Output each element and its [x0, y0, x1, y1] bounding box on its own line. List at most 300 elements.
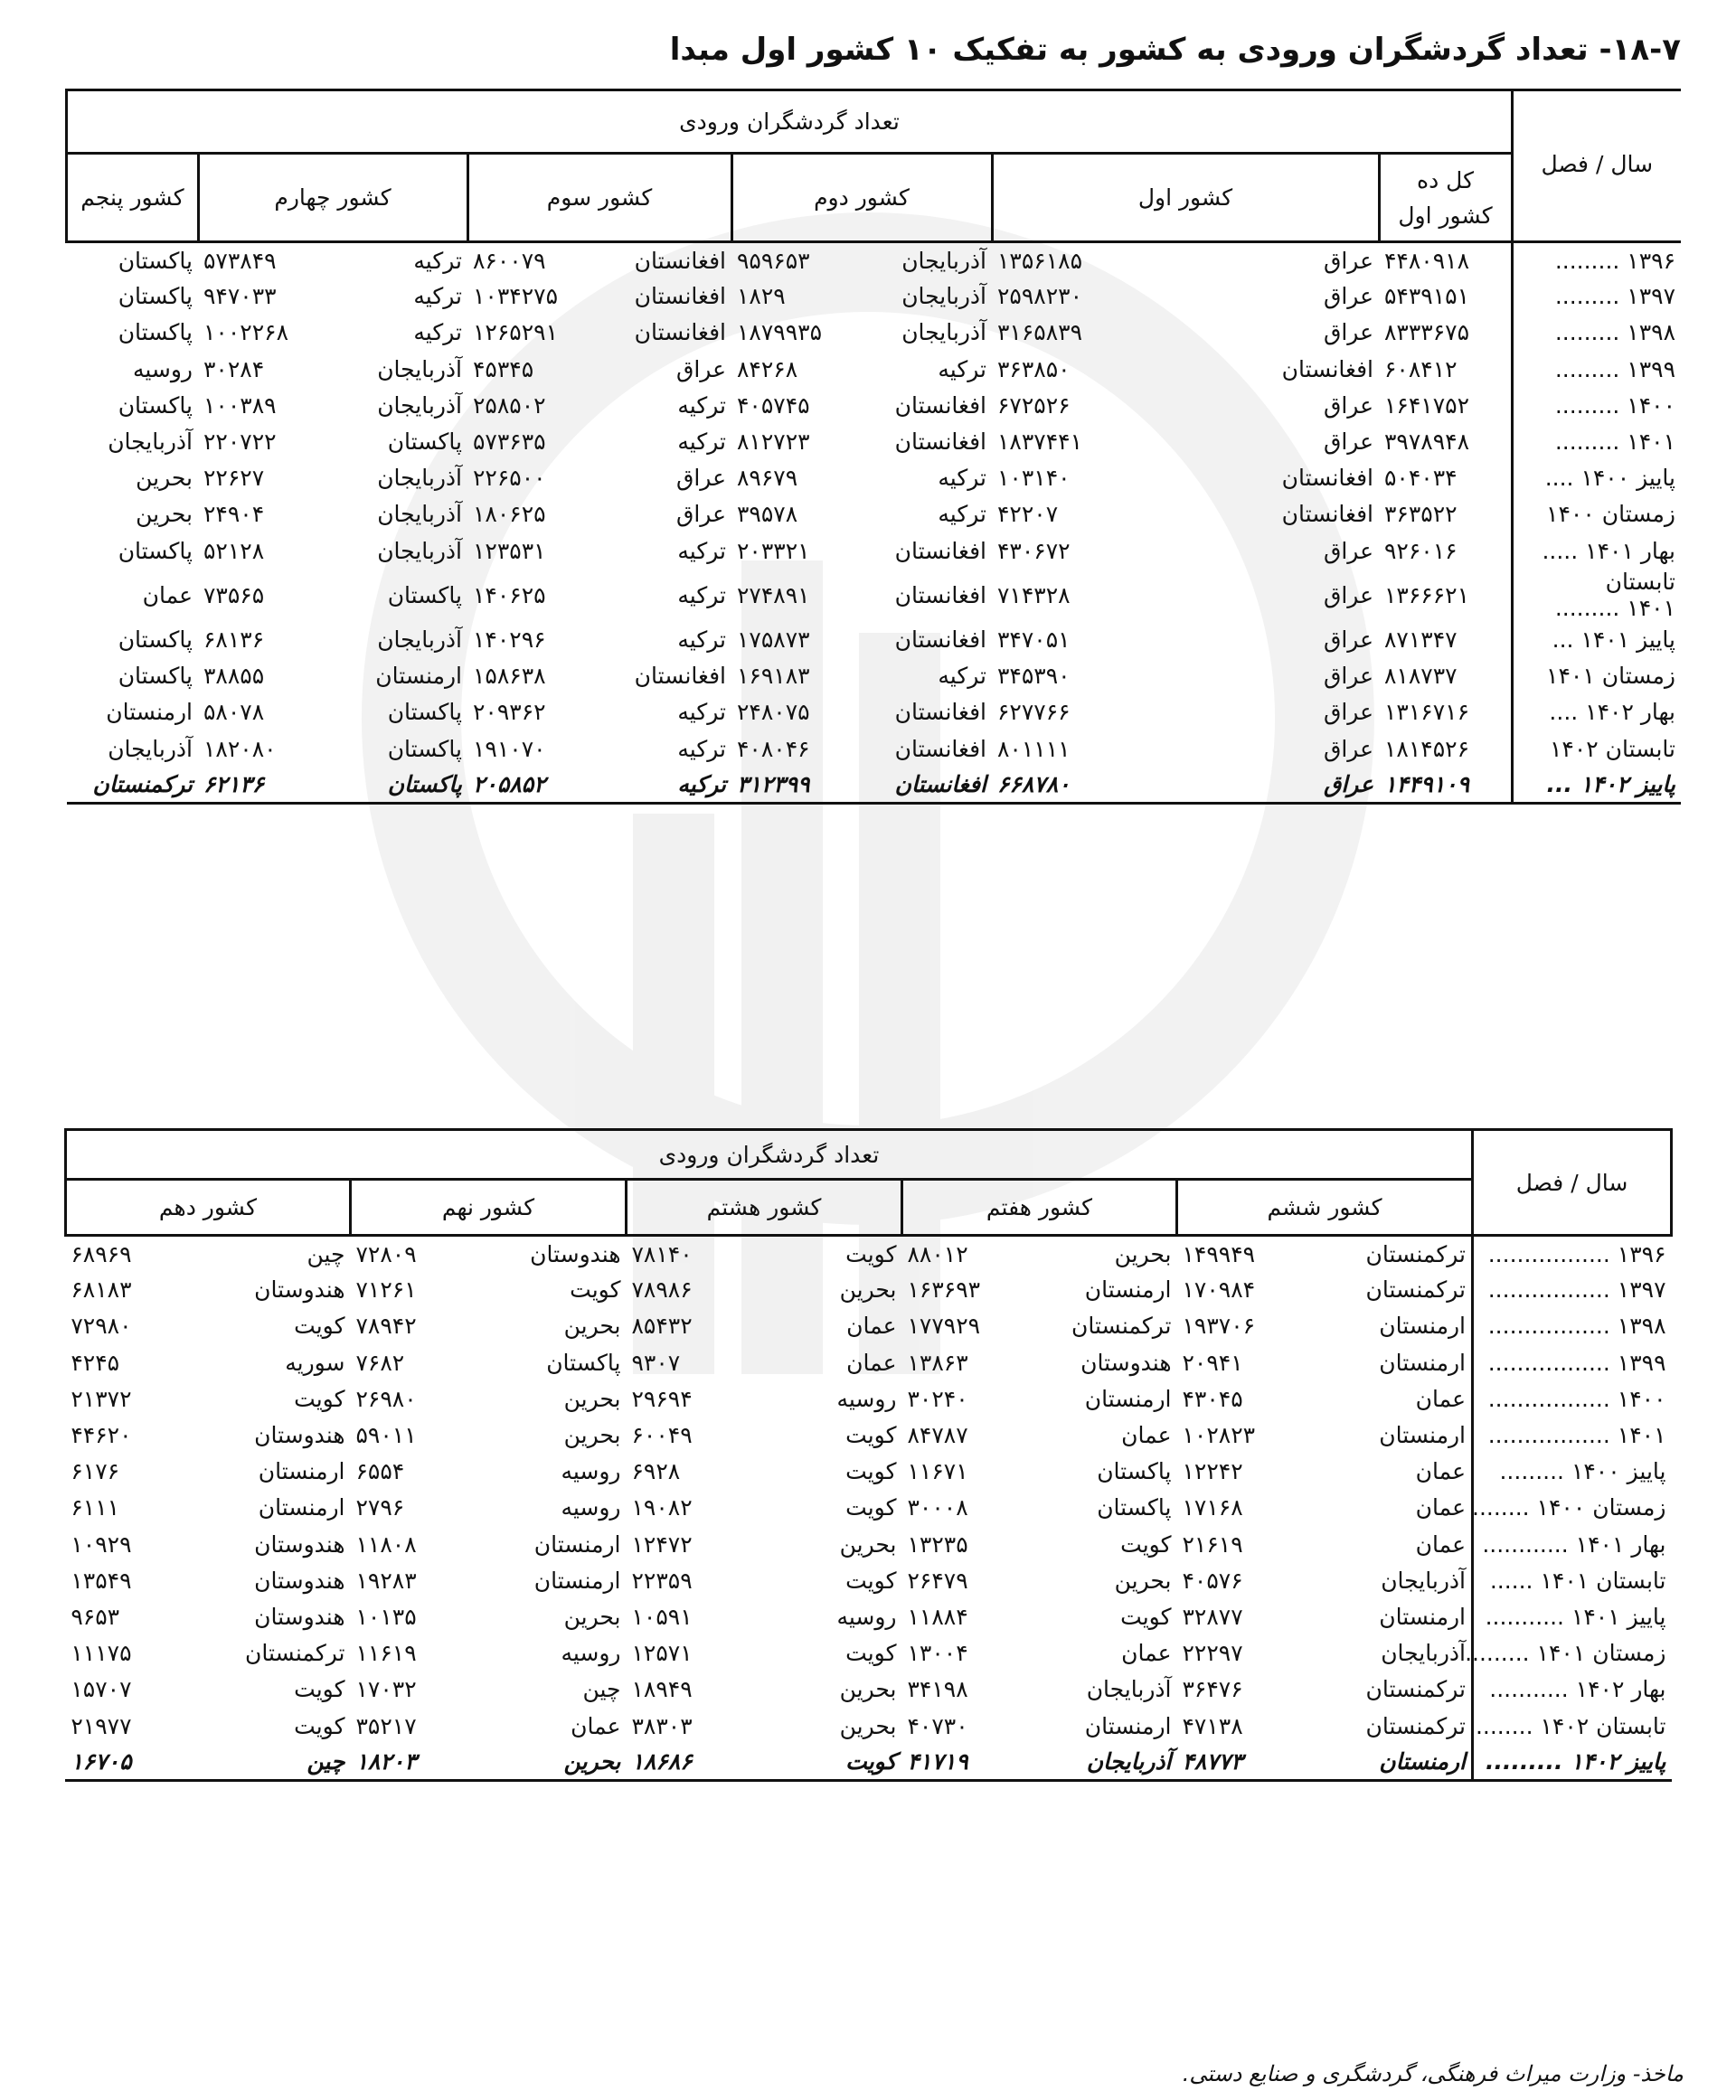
country-name: آذربایجان [377, 626, 462, 653]
country-value: ۴۰۵۷۴۵ [737, 391, 810, 419]
country-name: ارمنستان [1084, 1385, 1172, 1412]
country-name: ارمنستان [258, 1458, 345, 1485]
country-name: بحرین [136, 501, 193, 528]
country-value: ۲۹۶۹۴ [631, 1385, 693, 1412]
country-value: ۱۸۶۸۶ [627, 1744, 762, 1780]
page-title: ۱۸-۷- تعداد گردشگران ورودی به کشور به تفکیک ۱۰ کشور اول مبدا [669, 32, 1681, 68]
country-name: هندوستان [254, 1567, 345, 1594]
country-value: ۱۸۲۰۳ [351, 1744, 486, 1780]
country-name: ارمنستان [1315, 1308, 1473, 1344]
table-row [65, 1708, 1671, 1744]
country-value: ۶۱۱۱ [71, 1494, 120, 1521]
country-name: عراق [1118, 767, 1379, 803]
table-row [65, 1236, 1671, 1272]
country-name: عمان [1121, 1422, 1172, 1449]
country-name: ارمنستان [1084, 1712, 1172, 1739]
country-value: ۷۲۸۰۹ [355, 1240, 417, 1267]
country-name: آذربایجان [901, 319, 986, 346]
total-value: ۹۲۶۰۱۶ [1379, 532, 1512, 569]
country-name: کویت [845, 1458, 897, 1485]
country-value: ۱۴۹۹۴۹ [1182, 1240, 1256, 1267]
country-value: ۱۲۳۵۳۱ [473, 537, 546, 564]
country-value: ۱۳۸۶۳ [907, 1349, 968, 1376]
year-label: بهار ۱۴۰۲ ........... [1489, 1676, 1666, 1703]
country-name: آذربایجان [377, 465, 462, 492]
year-cell [1473, 1380, 1672, 1417]
country-name: ارمنستان [106, 699, 193, 726]
country-name: عمان [1315, 1454, 1473, 1490]
year-header: سال / فصل [1512, 90, 1681, 242]
country-value: ۱۹۲۸۳ [355, 1567, 417, 1594]
country-value: ۳۸۳۰۳ [631, 1712, 693, 1739]
total-value: ۸۳۳۳۶۷۵ [1379, 315, 1512, 351]
country-name: ارمنستان [533, 1530, 621, 1558]
country-name: ارمنستان [258, 1494, 345, 1521]
country-header: کشور هشتم [627, 1180, 902, 1236]
country-name: آذربایجان [377, 537, 462, 564]
country-name: بحرین [563, 1422, 621, 1449]
country-name: پاکستان [387, 699, 462, 726]
year-cell [1512, 423, 1681, 459]
total-value: ۱۳۱۶۷۱۶ [1379, 694, 1512, 730]
total-value: ۸۱۸۷۳۷ [1379, 658, 1512, 694]
year-cell [1473, 1562, 1672, 1598]
group-header: تعداد گردشگران ورودی [67, 90, 1512, 154]
country-value: ۲۰۵۸۵۲ [467, 767, 599, 803]
country-name: پاکستان [1097, 1494, 1172, 1521]
country-name: افغانستان [894, 581, 986, 608]
country-name: ترکمنستان [1071, 1313, 1172, 1340]
country-name: بحرین [563, 1385, 621, 1412]
country-name: ترکیه [938, 465, 986, 492]
country-value: ۱۷۰۹۸۴ [1182, 1276, 1256, 1304]
country-value: ۲۵۸۵۰۲ [473, 391, 546, 419]
country-name: ترکیه [938, 501, 986, 528]
country-value: ۴۱۷۱۹ [902, 1744, 1038, 1780]
year-cell [1473, 1672, 1672, 1708]
country-value: ۳۶۴۷۶ [1182, 1676, 1243, 1703]
country-name: ارمنستان [1084, 1276, 1172, 1304]
country-name: بحرین [839, 1276, 897, 1304]
country-name: کویت [570, 1276, 621, 1304]
country-name: آذربایجان [1315, 1562, 1473, 1598]
country-name: ترکمنستان [245, 1640, 345, 1667]
country-value: ۵۷۳۸۴۹ [203, 247, 277, 274]
year-cell [1512, 658, 1681, 694]
country-name: عراق [675, 465, 726, 492]
total-value: ۳۹۷۸۹۴۸ [1379, 423, 1512, 459]
country-name: عراق [1323, 319, 1373, 346]
year-cell [1473, 1744, 1672, 1780]
year-label: ۱۴۰۰ ................. [1487, 1385, 1666, 1412]
country-name: عراق [1323, 626, 1373, 653]
country-value: ۵۲۱۲۸ [203, 537, 265, 564]
country-name: پاکستان [118, 663, 193, 690]
country-name: سوریه [285, 1349, 345, 1376]
year-label: ۱۴۰۱ ................. [1487, 1422, 1666, 1449]
country-name: روسیه [561, 1458, 621, 1485]
country-name: بحرین [839, 1530, 897, 1558]
country-value: ۲۴۸۰۷۵ [737, 699, 810, 726]
country-value: ۶۸۹۶۹ [71, 1240, 132, 1267]
country-value: ۹۴۷۰۳۳ [203, 283, 277, 310]
source-note: ماخذ- وزارت میراث فرهنگی، گردشگری و صنایع دستی. [1182, 2061, 1684, 2086]
country-value: ۷۶۸۲ [355, 1349, 405, 1376]
year-cell [1512, 730, 1681, 767]
country-name: پاکستان [1097, 1458, 1172, 1485]
country-value: ۱۰۵۹۱ [631, 1603, 693, 1630]
table-row [65, 1344, 1671, 1380]
table-row [67, 730, 1681, 767]
table-row [67, 767, 1681, 803]
year-label: بهار ۱۴۰۲ .... [1549, 699, 1675, 726]
country-value: ۱۲۴۷۲ [631, 1530, 693, 1558]
country-name: پاکستان [118, 283, 193, 310]
country-name: پاکستان [118, 319, 193, 346]
country-name: آذربایجان [108, 428, 193, 456]
year-label: بهار ۱۴۰۱ ............ [1482, 1530, 1666, 1558]
country-header: کشور نهم [351, 1180, 627, 1236]
country-value: ۹۵۹۶۵۳ [737, 247, 810, 274]
country-value: ۷۸۱۴۰ [631, 1240, 693, 1267]
total-value: ۵۴۳۹۱۵۱ [1379, 278, 1512, 315]
country-name: افغانستان [894, 391, 986, 419]
country-name: آذربایجان [1086, 1676, 1172, 1703]
year-label: زمستان ۱۴۰۰ [1546, 501, 1675, 528]
country-value: ۳۰۲۸۴ [203, 355, 265, 382]
country-name: بحرین [839, 1676, 897, 1703]
total-value: ۴۴۸۰۹۱۸ [1379, 242, 1512, 278]
year-label: زمستان ۱۴۰۰ ........ [1472, 1494, 1666, 1521]
country-name: پاکستان [118, 537, 193, 564]
country-name: عراق [1323, 428, 1373, 456]
year-cell [1465, 1635, 1672, 1672]
total-header [1379, 154, 1512, 242]
country-name: افغانستان [1281, 355, 1373, 382]
table-row [65, 1308, 1671, 1344]
country-name: هندوستان [254, 1530, 345, 1558]
country-name: عمان [1315, 1380, 1473, 1417]
country-value: ۲۲۰۷۲۲ [203, 428, 277, 456]
year-label: زمستان ۱۴۰۱ [1546, 663, 1675, 690]
country-value: ۱۸۳۷۴۴۱ [997, 428, 1082, 456]
country-name: روسیه [561, 1640, 621, 1667]
country-value: ۱۰۹۲۹ [71, 1530, 132, 1558]
country-value: ۷۳۵۶۵ [203, 581, 265, 608]
country-name: ارمنستان [375, 663, 462, 690]
country-header: کشور دهم [65, 1180, 350, 1236]
country-name: روسیه [836, 1385, 897, 1412]
country-name: هندوستان [254, 1276, 345, 1304]
country-value: ۱۷۷۹۲۹ [907, 1313, 981, 1340]
country-name: ترکمنستان [1315, 1708, 1473, 1744]
country-name: کویت [294, 1676, 345, 1703]
year-cell [1473, 1526, 1672, 1562]
country-value: ۱۹۱۰۷۰ [473, 735, 546, 762]
year-label: تابستان ۱۴۰۱ ...... [1489, 1567, 1666, 1594]
country-value: ۳۴۷۰۵۱ [997, 626, 1071, 653]
country-name: هندوستان [530, 1240, 621, 1267]
country-value: ۸۴۲۶۸ [737, 355, 798, 382]
year-label: تابستان ۱۴۰۲ ........ [1475, 1712, 1666, 1739]
group-header: تعداد گردشگران ورودی [65, 1130, 1472, 1180]
year-label: ۱۴۰۰ ......... [1554, 391, 1675, 419]
country-value: ۱۰۳۴۲۷۵ [473, 283, 558, 310]
table-row [65, 1417, 1671, 1453]
country-name: عراق [1323, 283, 1373, 310]
country-name: افغانستان [1281, 501, 1373, 528]
country-name: عمان [846, 1349, 897, 1376]
country-name: کویت [762, 1744, 902, 1780]
year-cell [1473, 1490, 1672, 1526]
country-name: ترکیه [677, 626, 726, 653]
country-value: ۱۶۷۰۵ [65, 1744, 201, 1780]
country-name: روسیه [836, 1603, 897, 1630]
table-row [67, 694, 1681, 730]
country-name: کویت [845, 1494, 897, 1521]
country-value: ۶۸۱۳۶ [203, 626, 265, 653]
country-name: پاکستان [118, 247, 193, 274]
country-name: آذربایجان [377, 391, 462, 419]
country-name: افغانستان [894, 428, 986, 456]
country-value: ۸۶۰۰۷۹ [473, 247, 546, 274]
country-value: ۲۵۹۸۲۳۰ [997, 283, 1082, 310]
country-value: ۹۶۵۳ [71, 1603, 120, 1630]
country-value: ۴۰۷۳۰ [907, 1712, 968, 1739]
year-cell [1512, 460, 1681, 496]
country-name: کویت [294, 1385, 345, 1412]
country-value: ۶۲۷۷۶۶ [997, 699, 1071, 726]
country-value: ۴۳۰۴۵ [1182, 1385, 1243, 1412]
table-row [67, 351, 1681, 387]
country-name: پاکستان [387, 735, 462, 762]
year-label: ۱۳۹۷ ......... [1554, 283, 1675, 310]
country-value: ۲۱۹۷۷ [71, 1712, 132, 1739]
year-cell [1473, 1272, 1672, 1308]
total-value: ۳۶۳۵۲۲ [1379, 496, 1512, 532]
country-value: ۱۱۸۰۸ [355, 1530, 417, 1558]
country-value: ۱۰۰۲۲۶۸ [203, 319, 288, 346]
country-value: ۱۷۰۳۲ [355, 1676, 417, 1703]
country-name: ترکمنستان [1315, 1272, 1473, 1308]
country-value: ۱۳۵۴۹ [71, 1567, 132, 1594]
country-value: ۲۴۹۰۴ [203, 501, 265, 528]
country-name: کویت [845, 1422, 897, 1449]
country-value: ۲۷۴۸۹۱ [737, 581, 810, 608]
year-cell [1512, 694, 1681, 730]
country-name: افغانستان [894, 537, 986, 564]
year-cell [1473, 1454, 1672, 1490]
year-label: ۱۳۹۹ ................. [1487, 1349, 1666, 1376]
country-value: ۴۴۶۲۰ [71, 1422, 132, 1449]
country-value: ۱۰۱۳۵ [355, 1603, 417, 1630]
country-value: ۱۹۳۷۰۶ [1182, 1313, 1256, 1340]
table-row [65, 1272, 1671, 1308]
country-value: ۶۶۸۷۸۰ [992, 767, 1118, 803]
country-value: ۸۵۴۳۲ [631, 1313, 693, 1340]
country-name: عمان [1121, 1640, 1172, 1667]
table-row [67, 658, 1681, 694]
country-value: ۴۲۴۵ [71, 1349, 120, 1376]
country-header: کشور ششم [1177, 1180, 1473, 1236]
country-value: ۱۴۰۲۹۶ [473, 626, 546, 653]
country-value: ۱۶۳۶۹۳ [907, 1276, 981, 1304]
year-label: پاییز ۱۴۰۲ ......... [1486, 1747, 1666, 1775]
country-value: ۱۸۲۹ [737, 283, 786, 310]
country-value: ۵۹۰۱۱ [355, 1422, 417, 1449]
total-value: ۱۸۱۴۵۲۶ [1379, 730, 1512, 767]
country-name: کویت [294, 1712, 345, 1739]
country-header: کشور اول [992, 154, 1379, 242]
country-name: عمان [846, 1313, 897, 1340]
country-name: آذربایجان [1038, 1744, 1177, 1780]
year-cell [1512, 767, 1681, 803]
country-value: ۲۱۶۱۹ [1182, 1530, 1243, 1558]
country-value: ۱۴۰۶۲۵ [473, 581, 546, 608]
country-value: ۲۱۳۷۲ [71, 1385, 132, 1412]
country-name: افغانستان [858, 767, 992, 803]
country-value: ۵۷۳۶۳۵ [473, 428, 546, 456]
year-label: ۱۳۹۷ ................. [1487, 1276, 1666, 1304]
year-label: پاییز ۱۴۰۲ ... [1546, 770, 1675, 797]
country-value: ۲۲۶۲۷ [203, 465, 265, 492]
country-value: ۹۳۰۷ [631, 1349, 681, 1376]
country-value: ۴۸۷۷۳ [1177, 1744, 1315, 1780]
country-name: عراق [1323, 247, 1373, 274]
total-value: ۶۰۸۴۱۲ [1379, 351, 1512, 387]
country-value: ۱۰۰۳۸۹ [203, 391, 277, 419]
country-value: ۱۳۰۰۴ [907, 1640, 968, 1667]
country-name: پاکستان [118, 626, 193, 653]
year-cell [1512, 315, 1681, 351]
table-row [65, 1562, 1671, 1598]
country-value: ۴۵۳۴۵ [473, 355, 534, 382]
country-name: ترکمنستان [1315, 1236, 1473, 1272]
year-cell [1512, 532, 1681, 569]
year-label: پاییز ۱۴۰۰ .... [1544, 465, 1675, 492]
country-value: ۴۰۸۰۴۶ [737, 735, 810, 762]
year-cell [1512, 242, 1681, 278]
country-name: افغانستان [634, 283, 726, 310]
country-name: پاکستان [387, 581, 462, 608]
country-value: ۱۶۹۱۸۳ [737, 663, 810, 690]
country-name: بحرین [563, 1313, 621, 1340]
total-value: ۱۳۶۶۶۲۱ [1379, 569, 1512, 621]
total-value: ۱۶۴۱۷۵۲ [1379, 387, 1512, 423]
table-row [65, 1454, 1671, 1490]
year-label: تابستان [1605, 569, 1675, 596]
country-value: ۱۸۲۰۸۰ [203, 735, 277, 762]
country-name: ارمنستان [533, 1567, 621, 1594]
country-name: ترکیه [677, 699, 726, 726]
country-name: ارمنستان [1315, 1344, 1473, 1380]
year-cell [1512, 569, 1681, 621]
country-name: هندوستان [254, 1603, 345, 1630]
year-cell [1473, 1308, 1672, 1344]
country-name: عراق [1323, 699, 1373, 726]
year-label: ۱۳۹۸ ......... [1554, 319, 1675, 346]
country-value: ۲۲۶۵۰۰ [473, 465, 546, 492]
country-value: ۷۱۴۳۲۸ [997, 581, 1071, 608]
table-row [67, 315, 1681, 351]
table-row [67, 532, 1681, 569]
total-value: ۸۷۱۳۴۷ [1379, 621, 1512, 657]
country-name: ترکیه [677, 391, 726, 419]
country-name: ترکیه [413, 283, 462, 310]
country-value: ۷۸۹۸۶ [631, 1276, 693, 1304]
country-name: بحرین [839, 1712, 897, 1739]
year-cell [1512, 387, 1681, 423]
table-row [67, 569, 1681, 621]
country-value: ۸۸۰۱۲ [907, 1240, 968, 1267]
year-cell [1512, 496, 1681, 532]
country-name: کویت [845, 1567, 897, 1594]
table-row [65, 1380, 1671, 1417]
total-value: ۱۴۴۹۱۰۹ [1379, 767, 1512, 803]
country-value: ۱۳۲۳۵ [907, 1530, 968, 1558]
country-name: عمان [1315, 1490, 1473, 1526]
country-name: عراق [1323, 581, 1373, 608]
year-cell [1473, 1344, 1672, 1380]
country-value: ۴۷۱۳۸ [1182, 1712, 1243, 1739]
table-row [67, 387, 1681, 423]
country-value: ۲۶۴۷۹ [907, 1567, 968, 1594]
year-cell [1512, 351, 1681, 387]
country-value: ۱۷۱۶۸ [1182, 1494, 1243, 1521]
table-row [65, 1598, 1671, 1634]
country-value: ۱۱۸۸۴ [907, 1603, 968, 1630]
table-row [67, 496, 1681, 532]
table-row [65, 1744, 1671, 1780]
country-value: ۲۰۹۳۶۲ [473, 699, 546, 726]
country-name: ترکیه [599, 767, 731, 803]
table-row [67, 621, 1681, 657]
year-label: پاییز ۱۴۰۱ ... [1552, 626, 1675, 653]
country-value: ۴۳۰۶۷۲ [997, 537, 1071, 564]
year-label: ۱۳۹۶ ......... [1554, 247, 1675, 274]
country-name: ترکیه [677, 428, 726, 456]
country-name: عراق [1323, 391, 1373, 419]
country-header: کشور چهارم [198, 154, 467, 242]
country-value: ۱۷۵۸۷۳ [737, 626, 810, 653]
country-name: هندوستان [1080, 1349, 1172, 1376]
country-value: ۶۲۱۳۶ [198, 767, 336, 803]
country-value: ۳۹۵۷۸ [737, 501, 798, 528]
country-name: ارمنستان [1315, 1744, 1473, 1780]
country-name: ترکیه [413, 319, 462, 346]
country-name: روسیه [561, 1494, 621, 1521]
year-cell [1512, 278, 1681, 315]
country-name: آذربایجان [901, 283, 986, 310]
country-name: ترکیه [413, 247, 462, 274]
country-value: ۳۱۲۳۹۹ [731, 767, 858, 803]
country-value: ۲۰۹۴۱ [1182, 1349, 1243, 1376]
country-name: عراق [675, 355, 726, 382]
country-name: ترکیه [938, 663, 986, 690]
country-value: ۳۴۱۹۸ [907, 1676, 968, 1703]
country-name: آذربایجان [1315, 1635, 1473, 1672]
country-value: ۱۹۰۸۲ [631, 1494, 693, 1521]
country-value: ۲۲۲۹۷ [1182, 1640, 1243, 1667]
country-header: کشور پنجم [67, 154, 198, 242]
country-name: آذربایجان [901, 247, 986, 274]
country-value: ۱۲۶۵۲۹۱ [473, 319, 558, 346]
country-value: ۳۴۵۳۹۰ [997, 663, 1071, 690]
country-name: کویت [1120, 1530, 1172, 1558]
country-name: ترکمنستان [67, 767, 198, 803]
country-name: افغانستان [1281, 465, 1373, 492]
country-value: ۲۷۹۶ [355, 1494, 405, 1521]
